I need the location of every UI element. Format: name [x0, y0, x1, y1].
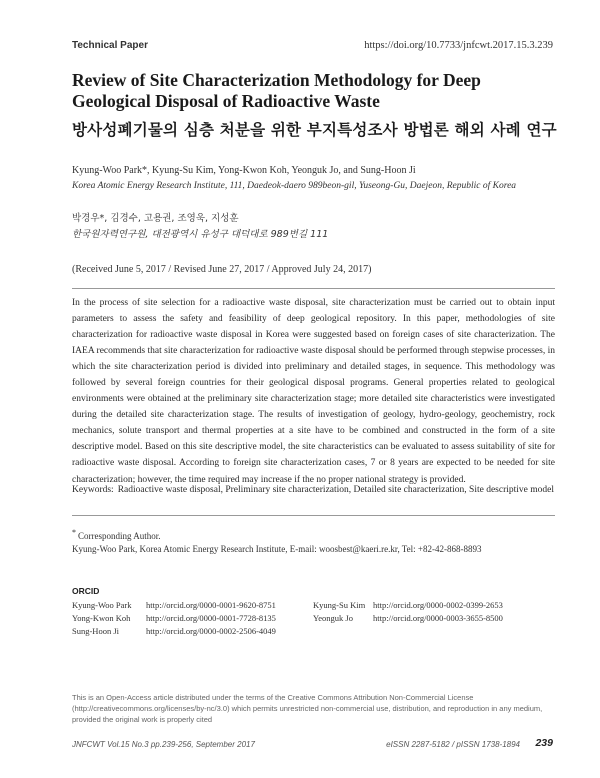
keywords-text: Radioactive waste disposal, Preliminary site characterization, Detailed site characterization, Site descriptive model — [117, 485, 555, 495]
divider-middle — [72, 515, 555, 516]
abstract: In the process of site selection for a radioactive waste disposal, site characterization must be carried out to obtain input parameters to assess the safety and feasibility of deep geological repository. In this paper, methodologies of site characterization for radioactive waste disposal in Korea were suggested based on foreign cases of site characterization. The IAEA recommends that site characterization for radioactive waste disposal should be performed through stepwise processes, in which the site characterization period is divided into preliminary and detailed stages, in sequence. This methodology was followed by several foreign countries for their geological disposal programs. General properties related to geological environments were obtained at the preliminary site characterization stage; more detailed site characteristics were investigated during the detailed site characterization stage. The results of investigation of geology, hydro-geology, geochemistry, rock mechanics, solute transport and thermal properties at a site have to be combined and constructed in the form of a site descriptive model. Based on this site descriptive model, the site characteristics can be evaluated to assess suitability of site for radioactive waste disposal. According to foreign site characterization cases, 7 or 8 years are expected to be needed for site characterization; however, the time required may increase if the no proper national strategy is provided. — [72, 298, 555, 485]
affiliation-korean: 한국원자력연구원, 대전광역시 유성구 대덕대로 989번길 111 — [72, 229, 329, 240]
keywords-label: Keywords: — [72, 485, 114, 495]
corresponding-detail: Kyung-Woo Park, Korea Atomic Energy Research Institute, E-mail: woosbest@kaeri.re.kr, Tel: +82-42-868-8893 — [72, 544, 482, 554]
orcid-name: Kyung-Woo Park — [72, 600, 132, 610]
license-notice: This is an Open-Access article distributed under the terms of the Creative Commons Attribution Non-Commercial License (http://creativecommons.org/licenses/by-nc/3.0) which permits unrestricted non-commercial use, distribution, and reproduction in any medium, provided the original work is properly cited — [72, 693, 543, 724]
title-korean: 방사성폐기물의 심층 처분을 위한 부지특성조사 방법론 해외 사례 연구 — [72, 121, 557, 139]
title-english: Review of Site Characterization Methodology for Deep Geological Disposal of Radioactive Waste — [72, 70, 481, 111]
orcid-url[interactable]: http://orcid.org/0000-0003-3655-8500 — [373, 613, 503, 623]
orcid-name: Yeonguk Jo — [313, 613, 353, 623]
affiliation-english: Korea Atomic Energy Research Institute, 111, Daedeok-daero 989beon-gil, Yuseong-Gu, Daejeon, Republic of Korea — [72, 181, 517, 191]
orcid-url[interactable]: http://orcid.org/0000-0001-7728-8135 — [146, 613, 276, 623]
orcid-name: Kyung-Su Kim — [313, 600, 366, 610]
authors-english: Kyung-Woo Park*, Kyung-Su Kim, Yong-Kwon Koh, Yeonguk Jo, and Sung-Hoon Ji — [72, 165, 416, 176]
divider-top — [72, 288, 555, 289]
orcid-url[interactable]: http://orcid.org/0000-0002-2506-4049 — [146, 626, 276, 636]
footer-journal: JNFCWT Vol.15 No.3 pp.239-256, September 2017 — [72, 740, 255, 749]
corresponding-mark: * — [72, 528, 76, 537]
footer-issn: eISSN 2287-5182 / pISSN 1738-1894 — [386, 740, 520, 749]
corresponding-label: Corresponding Author. — [78, 531, 161, 541]
orcid-url[interactable]: http://orcid.org/0000-0001-9620-8751 — [146, 600, 276, 610]
received-dates: (Received June 5, 2017 / Revised June 27, 2017 / Approved July 24, 2017) — [72, 264, 372, 275]
page-number: 239 — [535, 737, 553, 749]
authors-korean: 박경우*, 김경수, 고용권, 조영욱, 지성훈 — [72, 213, 239, 224]
orcid-title: ORCID — [72, 586, 100, 596]
keywords — [72, 483, 555, 498]
doi-link[interactable]: https://doi.org/10.7733/jnfcwt.2017.15.3.239 — [364, 40, 553, 51]
section-label: Technical Paper — [72, 40, 148, 51]
orcid-name: Sung-Hoon Ji — [72, 626, 119, 636]
orcid-url[interactable]: http://orcid.org/0000-0002-0399-2653 — [373, 600, 503, 610]
orcid-name: Yong-Kwon Koh — [72, 613, 131, 623]
